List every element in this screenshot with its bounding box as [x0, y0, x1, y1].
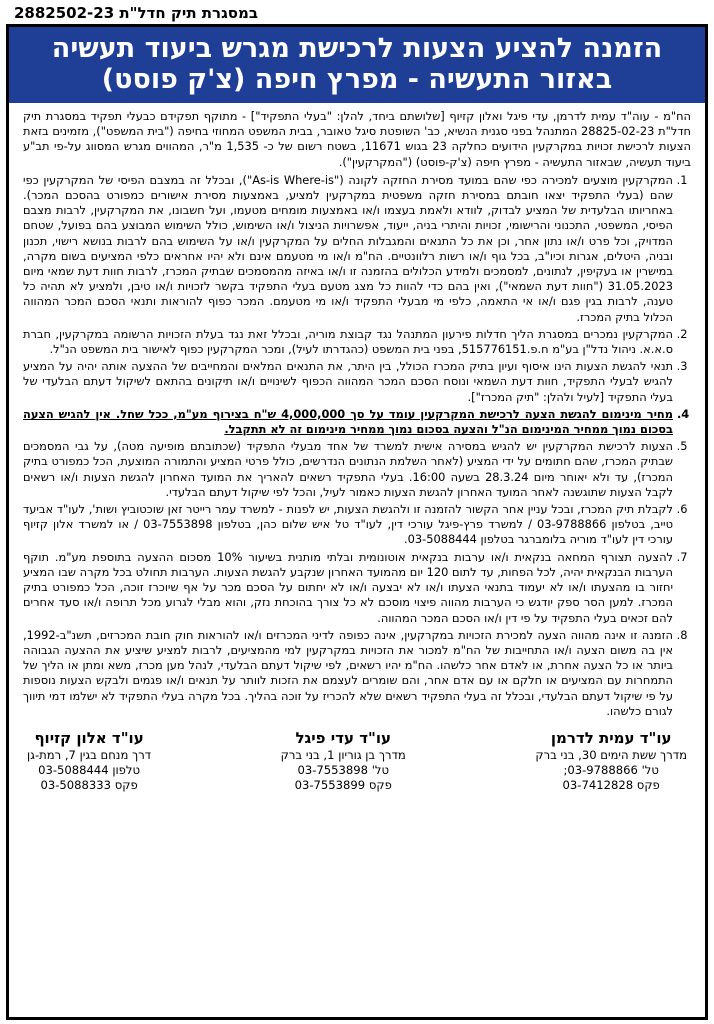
term-item-6: 6. לקבלת תיק המכרז, ובכל עניין אחר הקשור להזמנה זו ולהגשת הצעות, יש לפנות - למשרד עמר רייטר זאן שוכטוביץ ושות', לעו"ד אביעד טייב, בטלפון 03-9788866 / למשרד פרץ-פיגל עורכי דין, לעו"ד טל איש שלום כהן, בטלפון 03-7553898 / או למשרד אלון קזיוף עורכי דין לעו"ד מוריה בלומברגר בטלפון 03-5088444. — [23, 502, 673, 548]
signatory-phone: טלפון 03-5088444 — [38, 762, 141, 777]
term-item-5: 5. הצעות לרכישת המקרקעין יש להגיש במסירה אישית למשרד של אחד מבעלי התפקיד (שכתובתם מופיעה מטה), על גבי המסמכים שבתיק המכרז, שהם חתומים על ידי המציע (לאחר השלמת הנתונים הנדרשים, כולל פרטי המציע והתמורה המוצעת, הכל כמפורט בתיק המכרז), עד ולא יאוחר מיום 28.3.24 בשעה 16:00. בעלי התפקיד רשאים להאריך את המועד האחרון להגשת הצעות ו/או רשאים לקבל הצעות שתוגשנה לאחר המועד האחרון להגשת הצעות כאמור לעיל, והכל לפי שיקול דעתם הבלעדי. — [23, 439, 673, 500]
signatory-figel — [280, 728, 406, 793]
signatory-address: דרך מנחם בגין 7, רמת-גן — [27, 747, 152, 762]
term-item-3: 3. תנאי להגשת הצעות הינו איסוף ועיון בתיק המכרז הכולל, בין היתר, את התנאים המלאים והמחייבים של ההצעה אותה יהיה על המציע להגיש לבעלי התפקיד, חוות דעת השמאי ונוסח הסכם המכר המהווה הכפוף לשינויים ו/או תיקונים בהתאם לשיקול דעתם הבלעדי של בעלי התפקיד [לעיל ולהלן: "תיק המכרז"]. — [23, 359, 673, 405]
signatures-row — [9, 721, 705, 793]
term-item-4: 4. מחיר מינימום להגשת הצעה לרכישת המקרקעין עומד על סך 4,000,000 ש"ח בצירוף מע"מ, ככל שחל. אין להגיש הצעה בסכום נמוך ממחיר המינימום הנ"ל והצעה בסכום נמוך ממחיר מינימום זה לא תתקבל. — [23, 407, 673, 437]
signatory-fax: פקס 03-5088333 — [40, 777, 138, 792]
signatory-phone: טל' 03-9788866; — [563, 762, 659, 777]
signatory-name: עו"ד עדי פיגל — [295, 728, 391, 747]
intro-paragraph: הח"מ - עוה"ד עמית לדרמן, עדי פיגל ואלון קזיוף [שלושתם ביחד, להלן: "בעלי התפקיד"] - מתוקף תפקידם כבעלי תפקיד במסגרת תיק חדל"ת 28825-02-23 המתנהל בפני סגנית הנשיא, כב' השופטת סיגל טאובר, בבית המשפט המחוזי בחיפה ("בית המשפט"), מזמינים בזאת הצעות לרכישת זכויות במקרקעין הידועים כחלקה 23 בגוש 11671, בשטח רשום של כ- 1,535 מ"ר, המהווים מגרש המסווג על-פי תב"ע ביעוד תעשיה, שבאזור התעשיה - מפרץ חיפה (צ'ק-פוסט) ("המקרקעין"). — [23, 109, 691, 169]
signatory-name: עו"ד עמית לדרמן — [550, 728, 672, 747]
signatory-name: עו"ד אלון קזיוף — [34, 728, 144, 747]
title-banner — [9, 27, 705, 103]
notice-frame — [6, 24, 708, 1020]
signatory-address: מדרך בן גוריון 1, בני ברק — [280, 747, 406, 762]
term-item-2: 2. המקרקעין נמכרים במסגרת הליך חדלות פירעון המתנהל נגד קבוצת מוריה, ובכלל זאת נגד בעלת הזכויות הרשומה במקרקעין, חברת ס.א.א. ניהול נדל"ן בע"מ ח.פ.515776151, בפני בית המשפט (כהגדרתו לעיל), ומכר המקרקעין כפוף לאישור בית המשפט הנ"ל. — [23, 327, 673, 357]
notice-body — [9, 103, 705, 719]
term-item-7: 7. להצעה תצורף המחאה בנקאית ו/או ערבות בנקאית אוטונומית ובלתי מותנית בשיעור 10% מסכום ההצעה בתוספת מע"מ. תוקף הערבות הבנקאית יהיה, לכל הפחות, עד לתום 120 יום מהמועד האחרון שנקבע להגשת הצעות. הערבות תחולט בכל מקרה שבו המציע יחזור בו מהצעתו ו/או לא יעמוד בתנאי הצעתו ו/או לא יבצעה ו/או לא יחתום על הסכם מכר על אף שיוכרז זוכה, הכל כמפורט בתיק המכרז. למען הסר ספק יודגש כי הערבות מהווה פיצוי מוסכם לא כל צורך בהוכחת נזק, והוא מבלי לגרוע מכל תרופה ו/או סעד אחרים להם זכאים בעלי התפקיד על פי דין ו/או הסכם המכר המהווה. — [23, 550, 673, 626]
signatory-fax: פקס 03-7553899 — [294, 777, 392, 792]
title-line-1: הזמנה להציע הצעות לרכישת מגרש ביעוד תעשיה — [51, 33, 663, 64]
signatory-phone: טל' 03-7553898 — [297, 762, 390, 777]
case-reference: במסגרת תיק חדל"ת 2882502-23 — [14, 4, 258, 22]
title-line-2: באזור התעשיה - מפרץ חיפה (צ'ק פוסט) — [101, 64, 613, 95]
signatory-kaziof — [27, 728, 152, 793]
signatory-fax: פקס 03-7412828 — [562, 777, 660, 792]
term-item-1: 1. המקרקעין מוצעים למכירה כפי שהם במועד מסירת החזקה לקונה ("As-is Where-is"), ובכלל זה במצבם הפיסי של המקרקעין כפי שהם (בעלי התפקיד יצאו חובתם במסירת חזקה משפטית במקרקעין למציע, באמצעות מסירת אישורים כמפורט בהסכם המכר). באחריותו הבלעדית של המציע לבדוק, לוודא ולאמת בעצמו ו/או באמצעות מומחים מטעמו, ועל חשבונו, את המקרקעין, לרבות מצבם הפיסי, המשפטי, התכנוני והרישומי, זכויות והיתרי בניה, ייעוד, אפשרויות הניצול ו/או השימוש, כולל השימוש המבוצע בהם בפועל, שטחם המדויק, וכל פרט ו/או נתון אחר, וכן את כל התנאים והמגבלות החלים על המקרקעין ו/או על השימוש בהם לרבות בנושא רישוי, תכנון ובניה, היטלים, אגרות וכיו"ב, בכל גוף ו/או רשות רלוונטיים. הח"מ ו/או מי מטעמם אינם ולא יהיו אחראים כלפי המציעים בשום מקרה, במישרין או בעקיפין, לנתונים, למסמכים ולמידע הכלולים בהזמנה זו ו/או באיזה מהמסמכים שבתיק המכרז, לרבות חוות דעת שמאי מיום 31.05.2023 ("חוות דעת השמאי"), ואין בהם כדי להוות כל מצג מטעם בעלי התפקיד בקשר לזכויות ו/או טיבן, ולמציע לא תהיה כל טענה, לרבות בגין פגם ו/או אי התאמה, כלפי מי מבעלי התפקיד ו/או מי מטעמם. המכר כפוף להוראות ותנאי הסכם המכר המהווה הכלול בתיק המכרז. — [23, 173, 673, 325]
signatory-ledermann — [535, 728, 687, 793]
terms-list — [23, 173, 691, 719]
term-item-8: 8. הזמנה זו אינה מהווה הצעה למכירת הזכויות במקרקעין, אינה כפופה לדיני המכרזים ו/או להוראות חוק חובת המכרזים, תשנ"ב-1992, אין בה משום הצעה ו/או התחייבות של הח"מ למכור את הזכויות במקרקעין למי מהמציעים, לרבות למציע שיציע את ההצעה הגבוהה ביותר או כל הצעה אחרת, או לאדם אחר כלשהו. הח"מ יהיו רשאים, לפי שיקול דעתם הבלעדי, לנהל מען מכרז, משא ומתן או הליך של התמחרות עם המציעים או חלקם או עם אדם אחר, והם שומרים לעצמם את הזכות לוותר על תנאים ו/או פגמים ולבקש הצעות נוספות על פי שיקול דעתם הבלעדי, ובכלל זה בעלי התפקיד רשאים שלא להכריז על זוכה בהליך. בכל מקרה בעלי התפקיד לא ישלמו דמי תיווך לגורם כלשהו. — [23, 628, 673, 719]
signatory-address: מדרך ששת הימים 30, בני ברק — [535, 747, 687, 762]
